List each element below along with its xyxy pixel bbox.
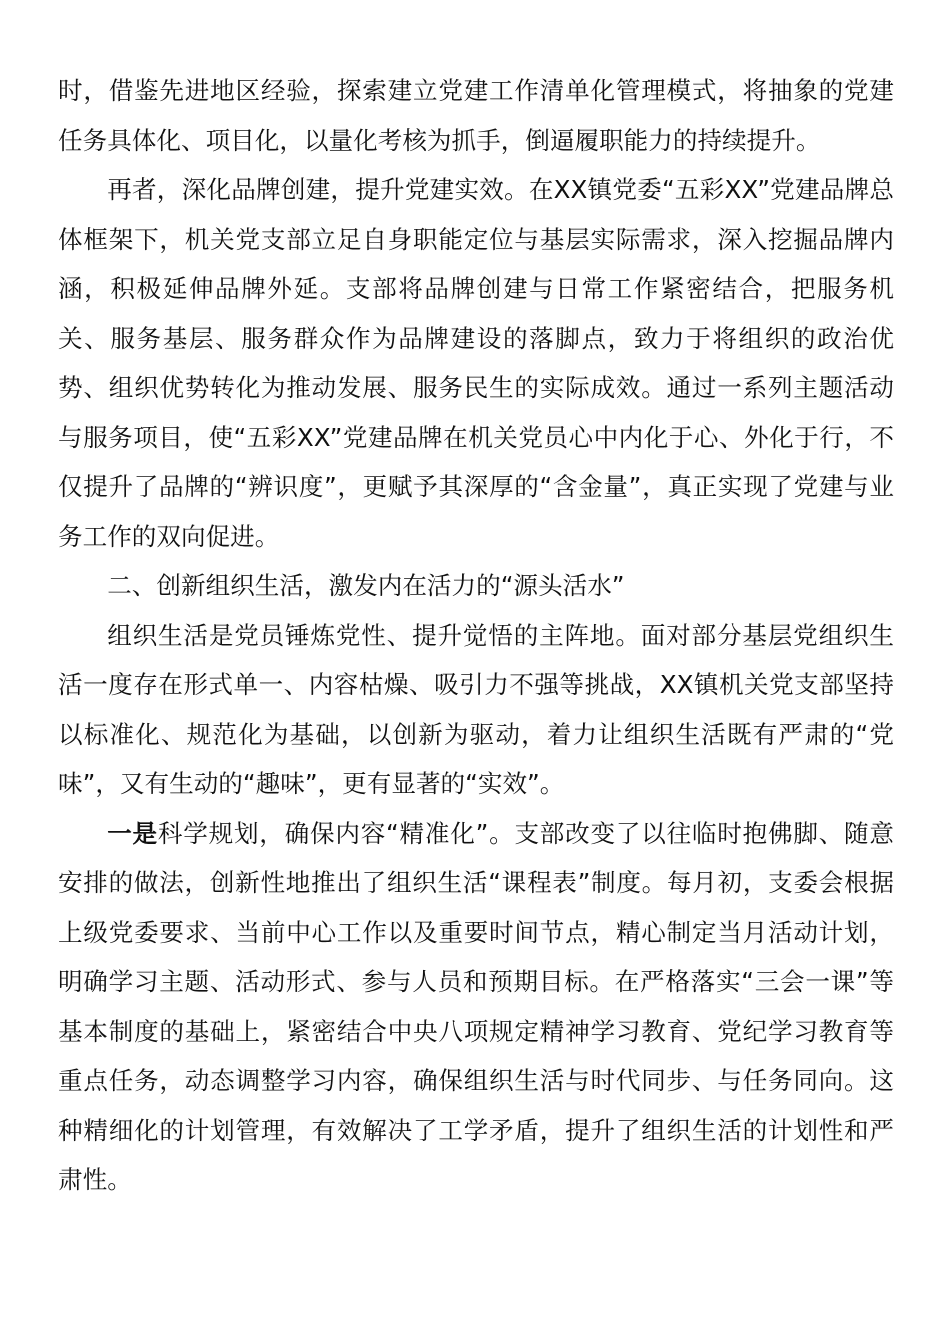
first-point-lead: 一是: [107, 818, 158, 848]
paragraph-continuation: 时，借鉴先进地区经验，探索建立党建工作清单化管理模式，将抽象的党建任务具体化、项目化，以量化考核为抓手，倒逼履职能力的持续提升。: [58, 76, 894, 155]
paragraph-organization-life: 组织生活是党员锤炼党性、提升觉悟的主阵地。面对部分基层党组织生活一度存在形式单一、内容枯燥、吸引力不强等挑战，XX镇机关党支部坚持以标准化、规范化为基础，以创新为驱动，着力让组织生活既有严肃的“党味”，又有生动的“趣味”，更有显著的“实效”。: [58, 620, 894, 798]
first-point-text: 科学规划，确保内容“精准化”。支部改变了以往临时抱佛脚、随意安排的做法，创新性地推出了组织生活“课程表”制度。每月初，支委会根据上级党委要求、当前中心工作以及重要时间节点，精心制定当月活动计划，明确学习主题、活动形式、参与人员和预期目标。在严格落实“三会一课”等基本制度的基础上，紧密结合中央八项规定精神学习教育、党纪学习教育等重点任务，动态调整学习内容，确保组织生活与时代同步、与任务同向。这种精细化的计划管理，有效解决了工学矛盾，提升了组织生活的计划性和严肃性。: [58, 818, 894, 1194]
section-heading: 二、创新组织生活，激发内在活力的“源头活水”: [107, 571, 625, 600]
paragraph-brand-building: 再者，深化品牌创建，提升党建实效。在XX镇党委“五彩XX”党建品牌总体框架下，机关党支部立足自身职能定位与基层实际需求，深入挖掘品牌内涵，积极延伸品牌外延。支部将品牌创建与日常工作紧密结合，把服务机关、服务基层、服务群众作为品牌建设的落脚点，致力于将组织的政治优势、组织优势转化为推动发展、服务民生的实际成效。通过一系列主题活动与服务项目，使“五彩XX”党建品牌在机关党员心中内化于心、外化于行，不仅提升了品牌的“辨识度”，更赋予其深厚的“含金量”，真正实现了党建与业务工作的双向促进。: [58, 175, 894, 551]
paragraph-first-point: [58, 809, 894, 1205]
document-body: [58, 66, 894, 1205]
